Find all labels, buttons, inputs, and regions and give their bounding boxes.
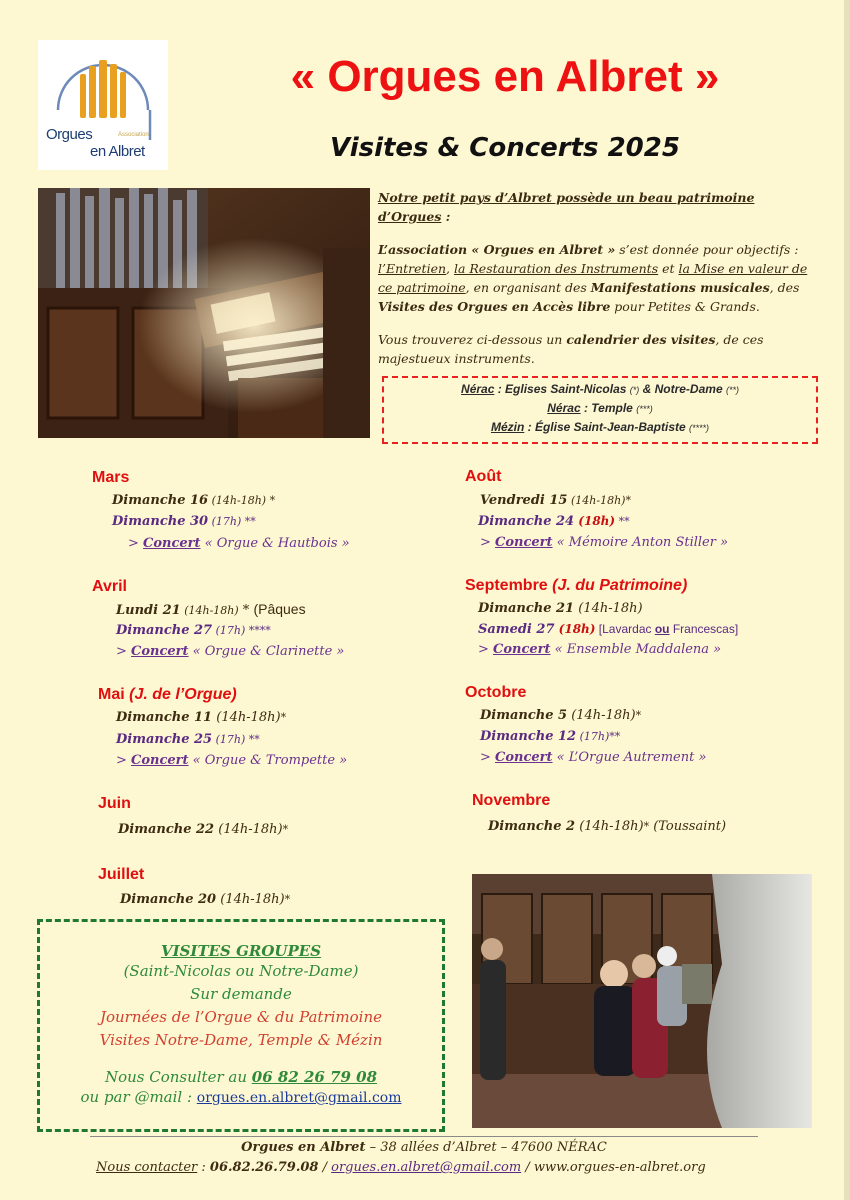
month-mars: Mars [92,469,130,486]
group-visits-phone-line: Nous Consulter au 06 82 26 79 08 [104,1068,378,1086]
page-subtitle: Visites & Concerts 2025 [330,133,680,163]
month-aout: Août [465,468,502,485]
date-row: Samedi 27 (18h) [Lavardac ou Francescas] [478,622,739,637]
date-row: Dimanche 2 (14h-18h)* (Toussaint) [488,819,727,834]
email-link[interactable]: orgues.en.albret@gmail.com [196,1090,402,1106]
date-row: Dimanche 22 (14h-18h)* [118,822,289,837]
concert-link[interactable]: Concert [131,644,189,659]
month-juin: Juin [98,795,131,812]
intro-heading: Notre petit pays d’Albret possède un beau patrimoine d’Orgues : [378,190,755,224]
month-septembre: Septembre (J. du Patrimoine) [465,577,688,594]
concert-row: > Concert « Orgue & Hautbois » [128,536,350,551]
group-visits-box [37,919,445,1132]
group-visits-line: Visites Notre-Dame, Temple & Mézin [99,1031,383,1049]
date-row: Dimanche 24 (18h) ** [478,514,630,529]
month-octobre: Octobre [465,684,527,701]
location-line-2: Nérac : Temple (***) [547,401,653,415]
intro-paragraph-1: L’association « Orgues en Albret » s’est donnée pour objectifs : l’Entretien, la Restauration des Instruments et la Mise en valeur de ce patrimoine, en organisant des Manifestations musicales, des Visites des Orgues en Accès libre pour Petites & Grands. [378,242,808,314]
concert-link[interactable]: Concert [495,750,553,765]
group-visits-line: Sur demande [190,985,292,1003]
phone-link[interactable]: 06 82 26 79 08 [251,1068,378,1086]
group-visits-line: Journées de l’Orgue & du Patrimoine [99,1008,383,1026]
concert-row: > Concert « Orgue & Clarinette » [116,644,345,659]
concert-row: > Concert « Orgue & Trompette » [116,753,348,768]
intro-paragraph-2: Vous trouverez ci-dessous un calendrier des visites, de ces majestueux instruments. [378,332,764,366]
concert-link[interactable]: Concert [131,753,189,768]
concert-link[interactable]: Concert [495,535,553,550]
date-row: Dimanche 25 (17h) ** [116,732,260,747]
month-mai: Mai (J. de l’Orgue) [98,686,237,703]
footer-email-link[interactable]: orgues.en.albret@gmail.com [331,1160,522,1175]
date-row: Vendredi 15 (14h-18h)* [480,493,631,508]
footer-contact: Nous contacter : 06.82.26.79.08 / orgues.en.albret@gmail.com / www.orgues-en-albret.org [96,1160,706,1175]
locations-box [382,376,818,444]
footer-phone-link[interactable]: 06.82.26.79.08 [209,1160,319,1175]
concert-row: > Concert « L’Orgue Autrement » [480,750,707,765]
group-visits-line: (Saint-Nicolas ou Notre-Dame) [123,962,359,980]
location-line-3: Mézin : Église Saint-Jean-Baptiste (****) [490,420,710,434]
concert-row: > Concert « Ensemble Maddalena » [478,642,722,657]
logo-text-tag: Association [118,132,149,138]
date-row: Dimanche 12 (17h)** [480,729,621,744]
concert-link[interactable]: Concert [143,536,201,551]
date-row: Dimanche 11 (14h-18h)* [116,710,287,725]
date-row: Lundi 21 (14h-18h) * (Pâques [116,601,306,618]
footer-website-link[interactable]: www.orgues-en-albret.org [533,1160,706,1175]
month-avril: Avril [92,578,127,595]
concert-row: > Concert « Mémoire Anton Stiller » [480,535,729,550]
page-title: « Orgues en Albret » [290,52,720,101]
date-row: Dimanche 16 (14h-18h) * [112,493,276,508]
association-logo [38,40,168,170]
date-row: Dimanche 20 (14h-18h)* [120,892,291,907]
footer-divider [90,1136,758,1137]
month-novembre: Novembre [472,792,551,809]
logo-text-line2: en Albret [90,143,145,160]
intro-text [378,188,818,382]
date-row: Dimanche 21 (14h-18h) [478,601,643,616]
visitors-photo [472,874,812,1128]
group-visits-mail-line: ou par @mail : orgues.en.albret@gmail.com [80,1088,402,1106]
logo-text-line1: Orgues [46,126,93,143]
date-row: Dimanche 27 (17h) **** [116,623,271,638]
location-line-1: Nérac : Eglises Saint-Nicolas (*) & Notre-Dame (**) [461,382,739,396]
footer-address: Orgues en Albret – 38 allées d’Albret – 47600 NÉRAC [241,1140,607,1155]
month-juillet: Juillet [98,866,145,883]
organ-console-photo [38,188,370,438]
page-edge [844,0,850,1200]
date-row: Dimanche 30 (17h) ** [112,514,256,529]
group-visits-title: VISITES GROUPES [160,942,322,960]
concert-link[interactable]: Concert [493,642,551,657]
date-row: Dimanche 5 (14h-18h)* [480,708,642,723]
